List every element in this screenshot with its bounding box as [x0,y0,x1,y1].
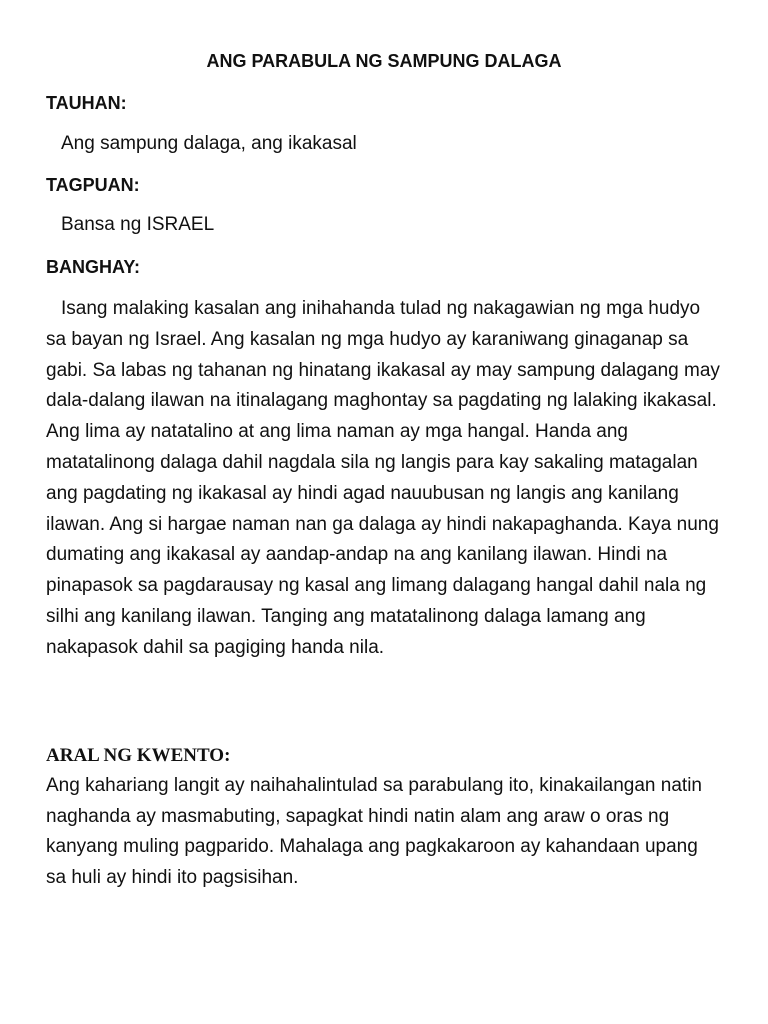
aral-paragraph [46,771,722,893]
tauhan-text: Ang sampung dalaga, ang ikakasal [61,133,357,154]
tauhan-heading: TAUHAN: [46,93,127,113]
aral-text: Ang kahariang langit ay naihahalintulad sa parabulang ito, kinakailangan natin naghanda ay masmabuting, sapagkat hindi natin alam ang araw o oras ng kanyang muling pagparido. Mahalaga ang pagkakaroon ay kahandaan upang sa huli ay hindi ito pagsisihan. [46,775,702,888]
banghay-text: Isang malaking kasalan ang inihahanda tulad ng nakagawian ng mga hudyo sa bayan ng Israel. Ang kasalan ng mga hudyo ay karaniwang ginaganap sa gabi. Sa labas ng tahanan ng hinatang ikakasal ay may sampung dalagang may dala-dalang ilawan na itinalagang maghontay sa pagdating ng lalaking ikakasal. Ang lima ay natatalino at ang lima naman ay mga hangal. Handa ang matatalinong dalaga dahil nagdala sila ng langis para kay sakaling matagalan ang pagdating ng ikakasal ay hindi agad nauubusan ng langis ang kanilang ilawan. Ang si hargae naman nan ga dalaga ay hindi nakapaghanda. Kaya nung dumating ang ikakasal ay aandap-andap na ang kanilang ilawan. Hindi na pinapasok sa pagdarausay ng kasal ang limang dalagang hangal dahil nala ng silhi ang kanilang ilawan. Tanging ang matatalinong dalaga lamang ang nakapasok dahil sa pagiging handa nila. [46,298,720,658]
aral-heading: ARAL NG KWENTO: [46,745,231,766]
document-title: ANG PARABULA NG SAMPUNG DALAGA [206,51,562,71]
tagpuan-text: Bansa ng ISRAEL [61,214,215,235]
banghay-paragraph [46,294,722,664]
banghay-heading: BANGHAY: [46,257,141,277]
tagpuan-heading: TAGPUAN: [46,175,140,195]
